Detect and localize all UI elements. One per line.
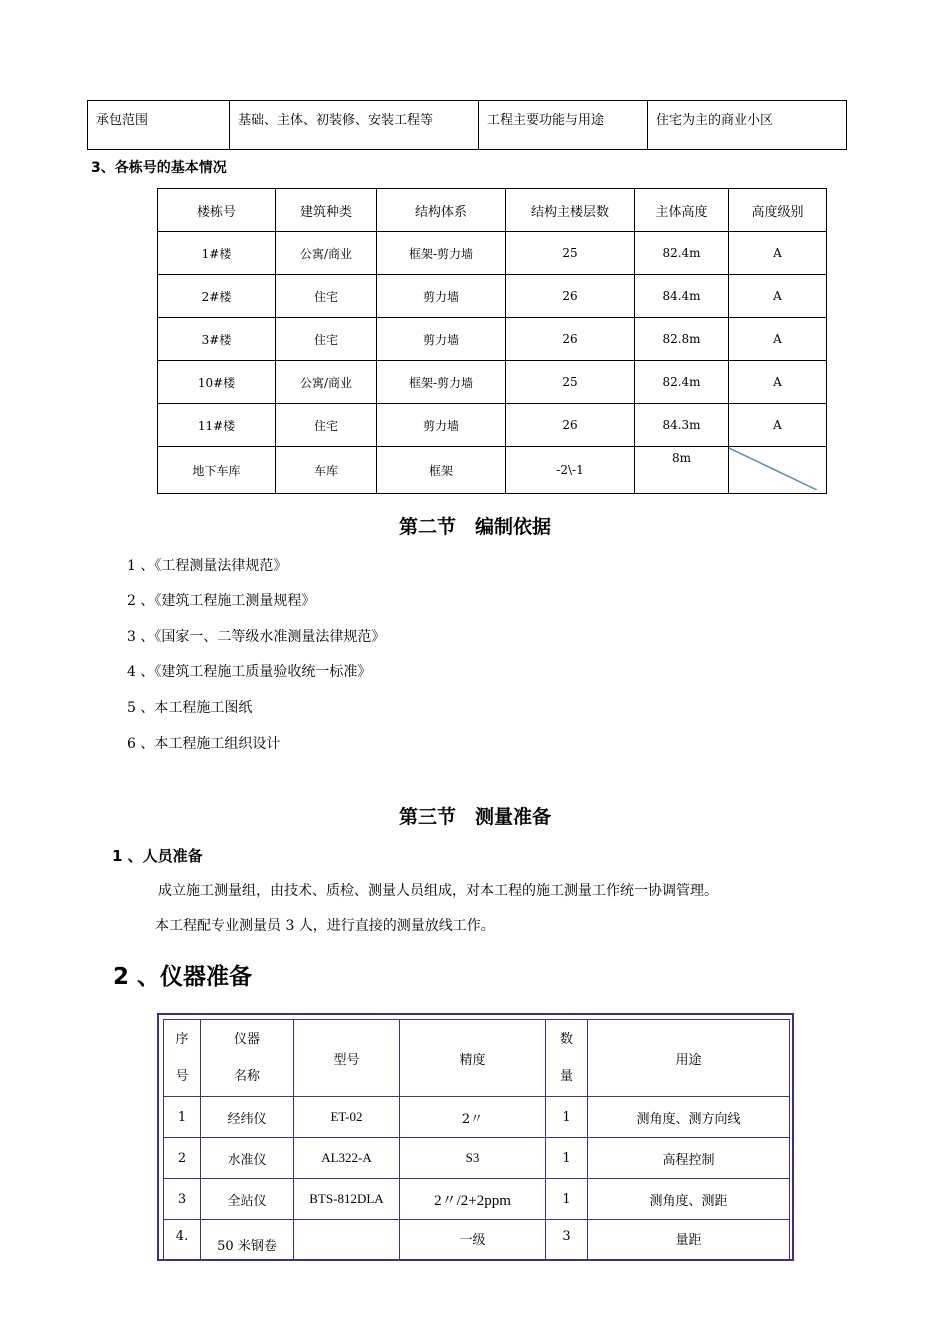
basis-item: 5 、本工程施工图纸 xyxy=(127,700,253,716)
scope-label: 承包范围 xyxy=(88,101,230,150)
table-cell: 3 xyxy=(546,1220,588,1261)
table-cell: 3 xyxy=(164,1179,201,1220)
table-cell: 25 xyxy=(506,361,635,404)
table-cell: 1 xyxy=(546,1179,588,1220)
table-cell: 2#楼 xyxy=(158,275,276,318)
qty-header-top: 数 xyxy=(559,1032,573,1047)
qty-header-bottom: 量 xyxy=(559,1069,573,1084)
table-cell: 84.3m xyxy=(635,404,729,447)
table-cell: 水准仪 xyxy=(201,1138,294,1179)
header-cell: 结构体系 xyxy=(377,189,506,232)
table-cell: 3#楼 xyxy=(158,318,276,361)
table-cell: 26 xyxy=(506,275,635,318)
table-cell: 84.4m xyxy=(635,275,729,318)
diagonal-line xyxy=(729,447,826,490)
table-cell: 测角度、测距 xyxy=(588,1179,790,1220)
table-header-row xyxy=(164,1020,790,1097)
table-cell: AL322-A xyxy=(294,1138,400,1179)
header-cell: 建筑种类 xyxy=(276,189,377,232)
personnel-heading: 1 、人员准备 xyxy=(112,847,203,865)
table-row xyxy=(164,1220,790,1261)
table-row xyxy=(158,275,827,318)
basis-item: 2 、《建筑工程施工测量规程》 xyxy=(127,593,316,609)
table-row xyxy=(158,361,827,404)
scope-value: 基础、主体、初装修、安装工程等 xyxy=(230,101,479,150)
table-cell: 10#楼 xyxy=(158,361,276,404)
function-label: 工程主要功能与用途 xyxy=(479,101,648,150)
table-cell: 26 xyxy=(506,404,635,447)
table-cell: A xyxy=(729,318,827,361)
table-cell: -2\-1 xyxy=(506,447,635,494)
table-cell: 2〃/2+2ppm xyxy=(400,1179,546,1220)
table-cell: 82.8m xyxy=(635,318,729,361)
table-cell: 2〃 xyxy=(400,1097,546,1138)
name-header-top: 仪器 xyxy=(233,1032,260,1047)
table-cell: 一级 xyxy=(400,1220,546,1261)
table-row xyxy=(164,1138,790,1179)
header-cell: 结构主楼层数 xyxy=(506,189,635,232)
name-header-bottom: 名称 xyxy=(233,1069,260,1084)
table-cell: 公寓/商业 xyxy=(276,361,377,404)
basis-item: 3 、《国家一、二等级水准测量法律规范》 xyxy=(127,629,386,645)
table-cell: 26 xyxy=(506,318,635,361)
table-cell: 住宅 xyxy=(276,318,377,361)
scope-table xyxy=(87,100,847,150)
seq-header-top: 序 xyxy=(175,1032,189,1047)
table-cell: 50 米钢卷 xyxy=(201,1220,294,1261)
header-cell xyxy=(546,1020,588,1097)
table-header-row xyxy=(158,189,827,232)
header-cell: 型号 xyxy=(294,1020,400,1097)
table-row xyxy=(88,101,847,150)
table-cell: 住宅 xyxy=(276,275,377,318)
instruments-table xyxy=(163,1019,790,1261)
section-2-title: 第二节 编制依据 xyxy=(398,516,551,538)
table-cell: 8m xyxy=(635,447,729,494)
header-cell: 用途 xyxy=(588,1020,790,1097)
table-row xyxy=(158,232,827,275)
table-cell: A xyxy=(729,232,827,275)
table-cell: 剪力墙 xyxy=(377,318,506,361)
table-cell: 25 xyxy=(506,232,635,275)
table-cell: 82.4m xyxy=(635,232,729,275)
section-3-title: 第三节 测量准备 xyxy=(398,806,551,828)
table-cell: BTS-812DLA xyxy=(294,1179,400,1220)
instruments-heading: 2 、仪器准备 xyxy=(113,964,253,990)
table-cell: 框架 xyxy=(377,447,506,494)
table-cell: 4. xyxy=(164,1220,201,1261)
table-cell: 2 xyxy=(164,1138,201,1179)
header-cell: 楼栋号 xyxy=(158,189,276,232)
header-cell xyxy=(164,1020,201,1097)
table-cell: 高程控制 xyxy=(588,1138,790,1179)
table-cell: 地下车库 xyxy=(158,447,276,494)
table-cell: 公寓/商业 xyxy=(276,232,377,275)
table-cell: A xyxy=(729,275,827,318)
diagonal-empty-cell xyxy=(729,447,827,494)
personnel-paragraph: 成立施工测量组，由技术、质检、测量人员组成，对本工程的施工测量工作统一协调管理。 xyxy=(158,883,718,899)
table-cell xyxy=(294,1220,400,1261)
table-row xyxy=(158,404,827,447)
table-cell: 框架-剪力墙 xyxy=(377,232,506,275)
table-cell: 量距 xyxy=(588,1220,790,1261)
table-cell: 1#楼 xyxy=(158,232,276,275)
header-cell: 高度级别 xyxy=(729,189,827,232)
table-cell: 剪力墙 xyxy=(377,275,506,318)
header-cell: 精度 xyxy=(400,1020,546,1097)
table-row xyxy=(158,447,827,494)
header-cell xyxy=(201,1020,294,1097)
basis-item: 4 、《建筑工程施工质量验收统一标准》 xyxy=(127,664,372,680)
table-cell: 1 xyxy=(546,1097,588,1138)
table-cell: ET-02 xyxy=(294,1097,400,1138)
table-cell: 1 xyxy=(164,1097,201,1138)
table-cell: S3 xyxy=(400,1138,546,1179)
personnel-paragraph: 本工程配专业测量员 3 人，进行直接的测量放线工作。 xyxy=(155,918,495,934)
table-cell: 框架-剪力墙 xyxy=(377,361,506,404)
table-cell: 住宅 xyxy=(276,404,377,447)
buildings-heading: 3、各栋号的基本情况 xyxy=(91,160,227,176)
table-cell: 11#楼 xyxy=(158,404,276,447)
basis-item: 1 、《工程测量法律规范》 xyxy=(127,558,288,574)
table-cell: 车库 xyxy=(276,447,377,494)
basis-item: 6 、本工程施工组织设计 xyxy=(127,736,281,752)
table-cell: 经纬仪 xyxy=(201,1097,294,1138)
table-cell: 测角度、测方向线 xyxy=(588,1097,790,1138)
buildings-table xyxy=(157,188,827,494)
table-row xyxy=(164,1097,790,1138)
table-cell: 剪力墙 xyxy=(377,404,506,447)
header-cell: 主体高度 xyxy=(635,189,729,232)
table-row xyxy=(158,318,827,361)
function-value: 住宅为主的商业小区 xyxy=(648,101,847,150)
table-cell: 全站仪 xyxy=(201,1179,294,1220)
table-row xyxy=(164,1179,790,1220)
table-cell: 82.4m xyxy=(635,361,729,404)
seq-header-bottom: 号 xyxy=(175,1069,189,1084)
table-cell: A xyxy=(729,404,827,447)
table-cell: 1 xyxy=(546,1138,588,1179)
table-cell: A xyxy=(729,361,827,404)
